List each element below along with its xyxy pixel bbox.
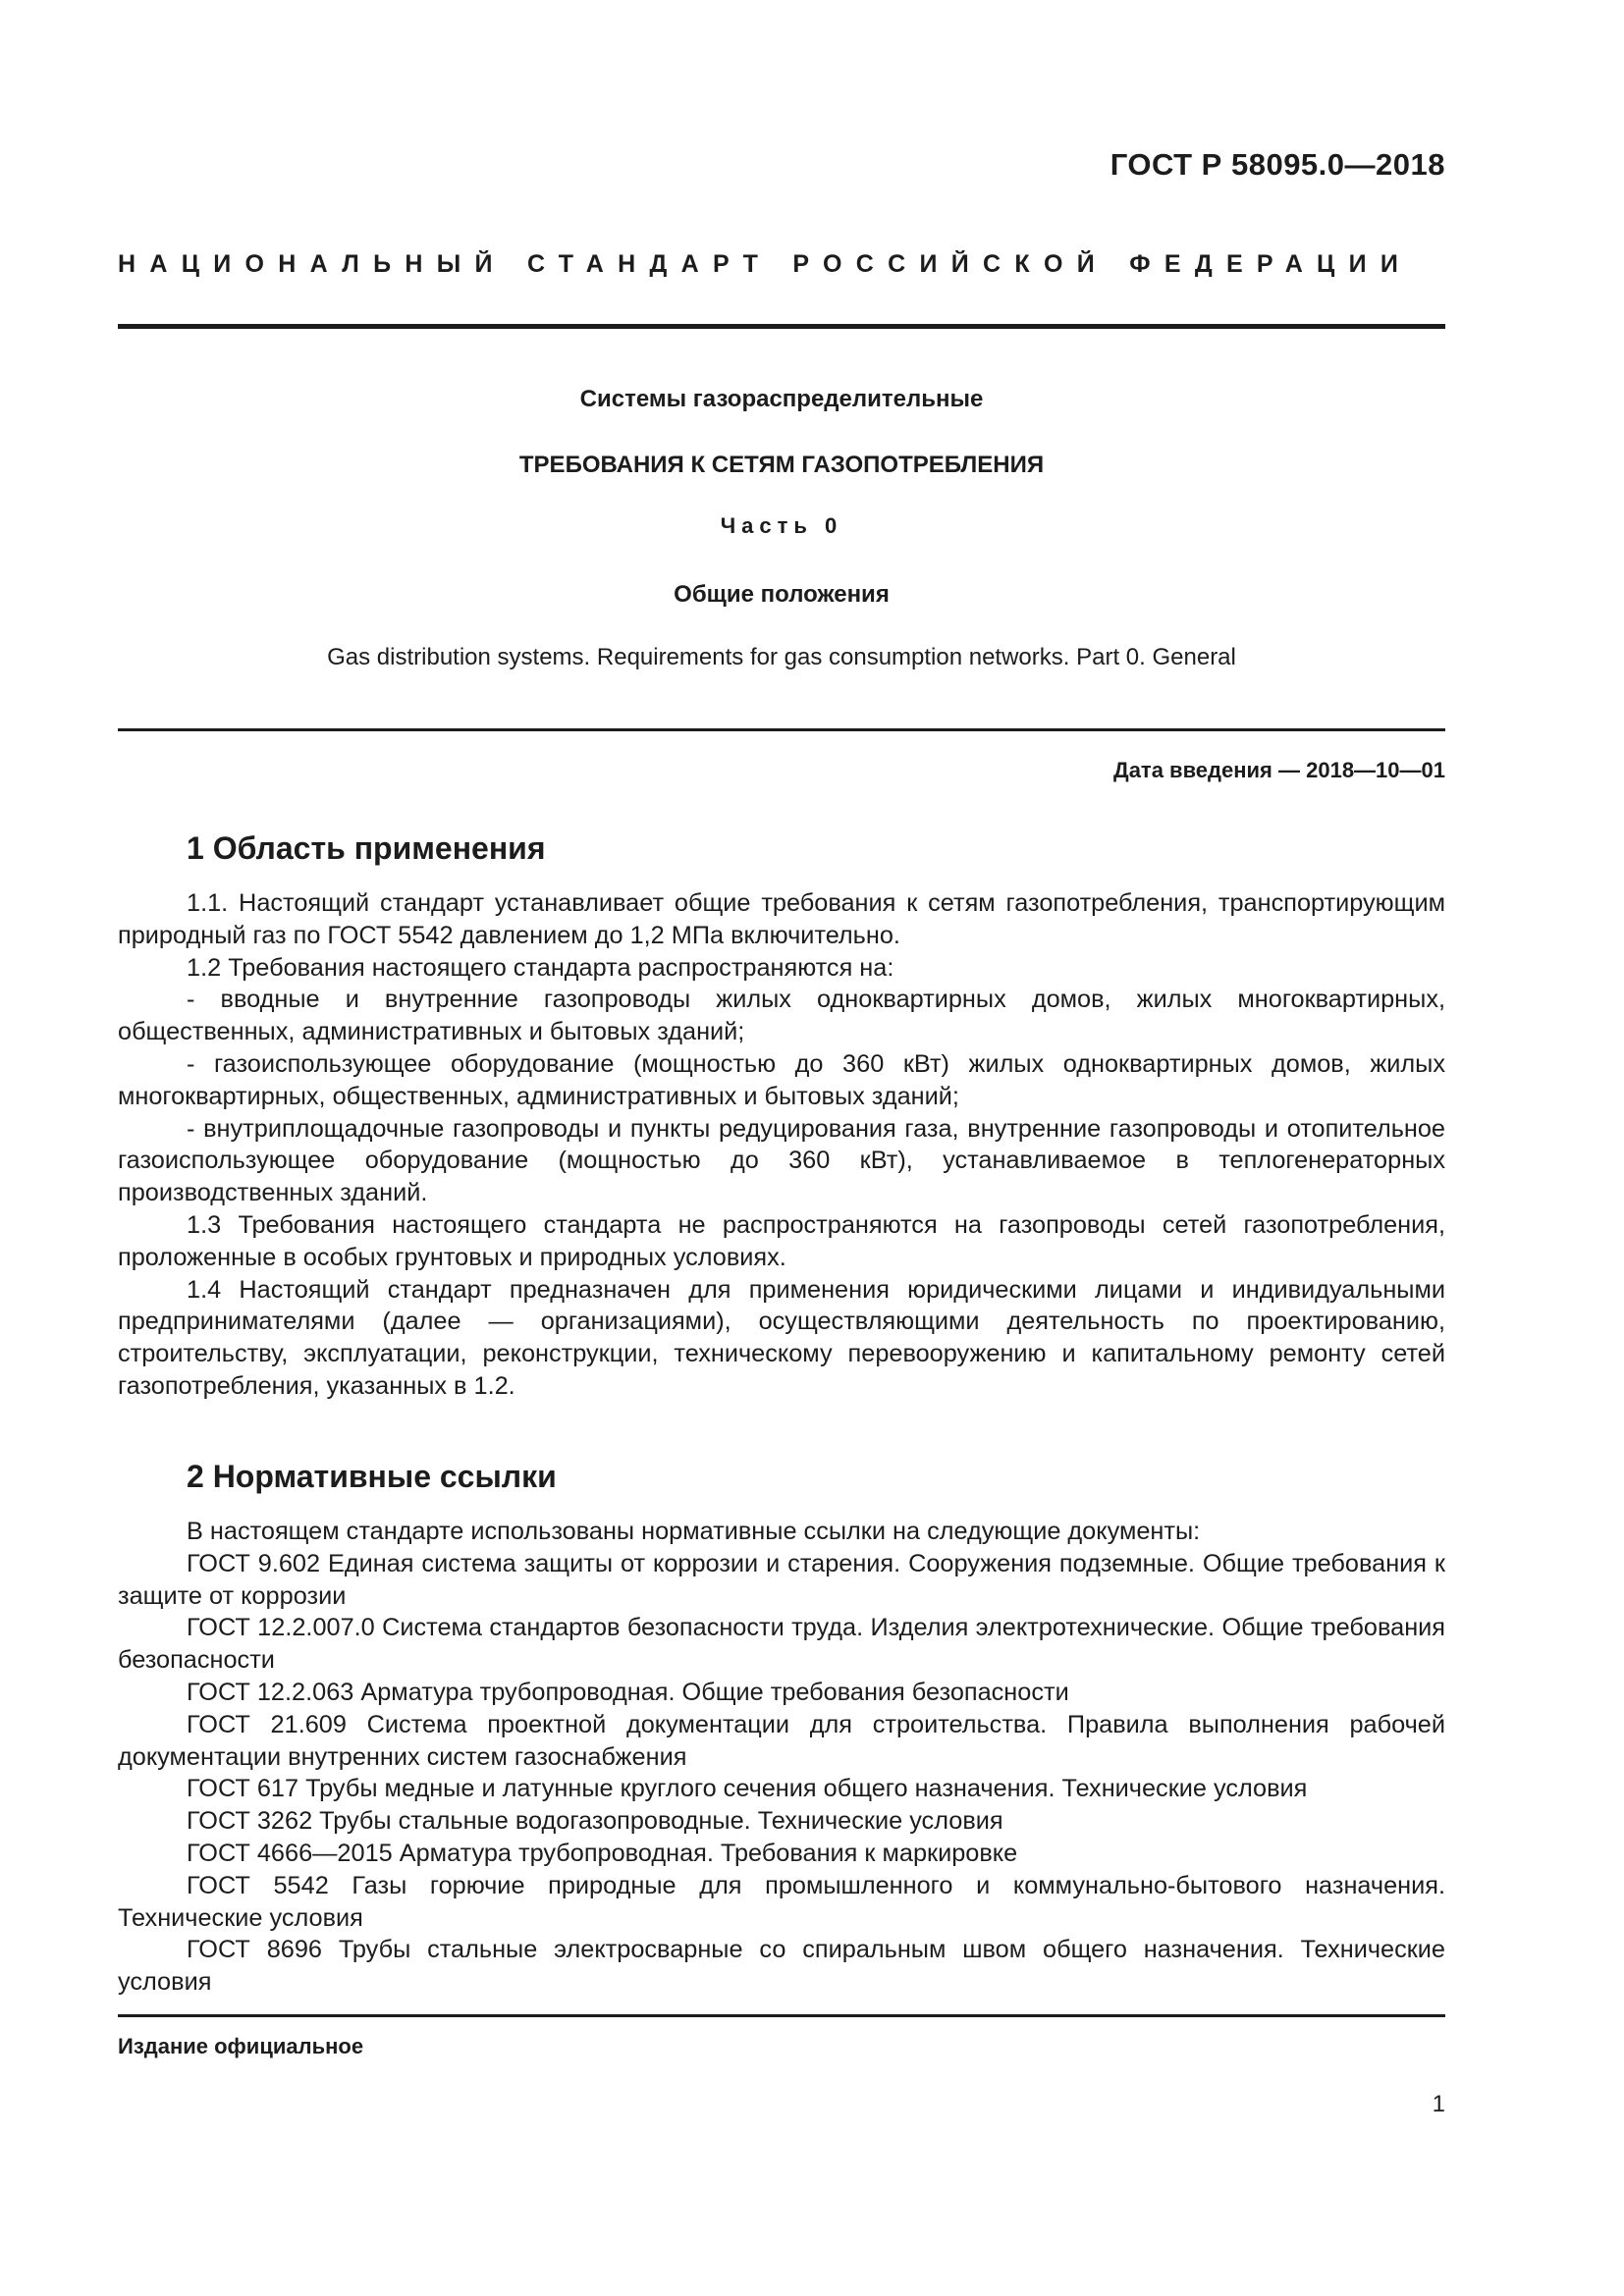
paragraph: 1.1. Настоящий стандарт устанавливает общие требования к сетям газопотребления, транспортирующим природный газ по ГОСТ 5542 давлением до 1,2 МПа включительно. [118, 889, 1445, 949]
reference-item: ГОСТ 3262 Трубы стальные водогазопроводные. Технические условия [187, 1807, 1003, 1836]
paragraph: - газоиспользующее оборудование (мощностью до 360 кВт) жилых одноквартирных домов, жилых многоквартирных, общественных, административных и бытовых зданий; [118, 1049, 1445, 1110]
introduction-date: Дата введения — 2018—10—01 [1113, 758, 1445, 782]
reference-item: ГОСТ 21.609 Система проектной документации для строительства. Правила выполнения рабочей документации внутренних систем газоснабжения [118, 1710, 1445, 1771]
reference-item: ГОСТ 4666—2015 Арматура трубопроводная. Требования к маркировке [187, 1839, 1018, 1867]
reference-item: ГОСТ 617 Трубы медные и латунные круглого сечения общего назначения. Технические условия [187, 1775, 1308, 1803]
paragraph: - внутриплощадочные газопроводы и пункты редуцирования газа, внутренние газопроводы и отопительное газоиспользующее оборудование (мощностью до 360 кВт), устанавливаемое в теплогенераторных производственных зданий. [118, 1114, 1445, 1207]
title-subtitle: Общие положения [674, 581, 890, 608]
official-edition-label: Издание официальное [118, 2034, 364, 2058]
title-line-2: ТРЕБОВАНИЯ К СЕТЯМ ГАЗОПОТРЕБЛЕНИЯ [518, 452, 1045, 478]
title-line-1: Системы газораспределительные [579, 386, 984, 412]
reference-item: ГОСТ 5542 Газы горючие природные для промышленного и коммунально-бытового назначения. Технические условия [118, 1871, 1445, 1932]
title-part: Часть 0 [720, 513, 843, 538]
reference-item: ГОСТ 9.602 Единая система защиты от коррозии и старения. Сооружения подземные. Общие требования к защите от коррозии [118, 1549, 1445, 1610]
footer-divider [118, 2014, 1445, 2017]
page-number: 1 [1432, 2091, 1445, 2117]
reference-item: ГОСТ 8696 Трубы стальные электросварные со спиральным швом общего назначения. Технические условия [118, 1936, 1445, 1997]
reference-item: ГОСТ 12.2.063 Арматура трубопроводная. Общие требования безопасности [187, 1678, 1069, 1706]
section-1-body [118, 887, 1445, 1403]
document-id: ГОСТ Р 58095.0—2018 [1110, 147, 1445, 182]
title-divider [118, 728, 1445, 731]
title-english: Gas distribution systems. Requirements for gas consumption networks. Part 0. General [327, 644, 1236, 670]
national-standard-banner: НАЦИОНАЛЬНЫЙ СТАНДАРТ РОССИЙСКОЙ ФЕДЕРАЦИИ [118, 250, 1413, 278]
section-1-heading: 1 Область применения [187, 830, 546, 866]
paragraph: - вводные и внутренние газопроводы жилых одноквартирных домов, жилых многоквартирных, общественных, административных и бытовых зданий; [118, 986, 1445, 1046]
header-divider [118, 324, 1445, 329]
section-2-heading: 2 Нормативные ссылки [187, 1459, 557, 1494]
reference-item: ГОСТ 12.2.007.0 Система стандартов безопасности труда. Изделия электротехнические. Общие требования безопасности [118, 1614, 1445, 1675]
section-2-body [118, 1516, 1445, 1999]
reference-item: В настоящем стандарте использованы нормативные ссылки на следующие документы: [187, 1518, 1201, 1545]
paragraph: 1.4 Настоящий стандарт предназначен для применения юридическими лицами и индивидуальными предпринимателями (далее — организациями), осуществляющими деятельность по проектированию, строительству, эксплуатации, реконструкции, техническому перевооружению и капитальному ремонту сетей газопотребления, указанных в 1.2. [118, 1275, 1445, 1400]
paragraph: 1.3 Требования настоящего стандарта не распространяются на газопроводы сетей газопотребления, проложенные в особых грунтовых и природных условиях. [118, 1210, 1445, 1271]
paragraph: 1.2 Требования настоящего стандарта распространяются на: [187, 953, 894, 982]
